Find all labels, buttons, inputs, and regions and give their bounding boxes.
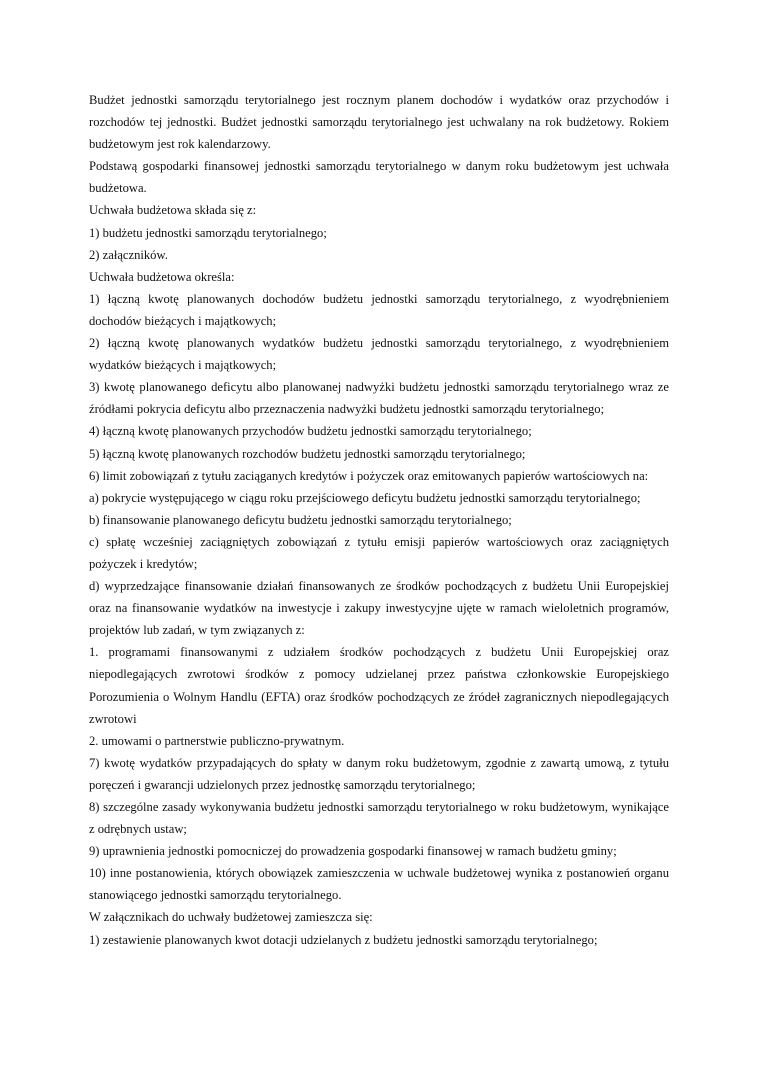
- list-item: 3) kwotę planowanego deficytu albo planowanej nadwyżki budżetu jednostki samorządu terytorialnego wraz ze źródłami pokrycia deficytu albo przeznaczenia nadwyżki budżetu jednostki samorządu terytorialnego;: [89, 380, 669, 417]
- list-item: 9) uprawnienia jednostki pomocniczej do prowadzenia gospodarki finansowej w ramach budżetu gminy;: [89, 844, 617, 859]
- list-item: 5) łączną kwotę planowanych rozchodów budżetu jednostki samorządu terytorialnego;: [89, 446, 526, 461]
- list-item: 2) załączników.: [89, 247, 168, 262]
- list-item: 6) limit zobowiązań z tytułu zaciąganych kredytów i pożyczek oraz emitowanych papierów wartościowych na:: [89, 468, 649, 483]
- list-item: a) pokrycie występującego w ciągu roku przejściowego deficytu budżetu jednostki samorządu terytorialnego;: [89, 490, 641, 505]
- paragraph-budget-definition: Budżet jednostki samorządu terytorialnego jest rocznym planem dochodów i wydatków oraz przychodów i rozchodów tej jednostki. Budżet jednostki samorządu terytorialnego jest uchwalany na rok budżetowy. Rokiem budżetowym jest rok kalendarzowy.: [89, 93, 669, 152]
- list-item: 8) szczególne zasady wykonywania budżetu jednostki samorządu terytorialnego w roku budżetowym, wynikające z odrębnych ustaw;: [89, 800, 669, 837]
- list-item: c) spłatę wcześniej zaciągniętych zobowiązań z tytułu emisji papierów wartościowych oraz zaciągniętych pożyczek i kredytów;: [89, 534, 669, 571]
- list-item: 1) łączną kwotę planowanych dochodów budżetu jednostki samorządu terytorialnego, z wyodrębnieniem dochodów bieżących i majątkowych;: [89, 291, 669, 328]
- list-item: b) finansowanie planowanego deficytu budżetu jednostki samorządu terytorialnego;: [89, 512, 512, 527]
- list-item: 7) kwotę wydatków przypadających do spłaty w danym roku budżetowym, zgodnie z zawartą umową, z tytułu poręczeń i gwarancji udzielonych przez jednostkę samorządu terytorialnego;: [89, 755, 669, 792]
- paragraph-resolution-determines: Uchwała budżetowa określa:: [89, 269, 235, 284]
- list-item: 4) łączną kwotę planowanych przychodów budżetu jednostki samorządu terytorialnego;: [89, 424, 532, 439]
- paragraph-resolution-consists: Uchwała budżetowa składa się z:: [89, 203, 257, 218]
- paragraph-budget-basis: Podstawą gospodarki finansowej jednostki samorządu terytorialnego w danym roku budżetowym jest uchwała budżetowa.: [89, 159, 669, 196]
- list-item: 1) zestawienie planowanych kwot dotacji udzielanych z budżetu jednostki samorządu terytorialnego;: [89, 932, 598, 947]
- document-page: [89, 89, 669, 951]
- list-item: 2) łączną kwotę planowanych wydatków budżetu jednostki samorządu terytorialnego, z wyodrębnieniem wydatków bieżących i majątkowych;: [89, 336, 669, 373]
- list-item: 2. umowami o partnerstwie publiczno-prywatnym.: [89, 733, 345, 748]
- list-item: 1) budżetu jednostki samorządu terytorialnego;: [89, 225, 327, 240]
- paragraph-attachments-intro: W załącznikach do uchwały budżetowej zamieszcza się:: [89, 910, 373, 925]
- list-item: d) wyprzedzające finansowanie działań finansowanych ze środków pochodzących z budżetu Unii Europejskiej oraz na finansowanie wydatków na inwestycje i zakupy inwestycyjne ujęte w ramach wieloletnich programów, projektów lub zadań, w tym związanych z:: [89, 579, 669, 638]
- list-item: 1. programami finansowanymi z udziałem środków pochodzących z budżetu Unii Europejskiej oraz niepodlegających zwrotowi środków z pomocy udzielanej przez państwa członkowskie Europejskiego Porozumienia o Wolnym Handlu (EFTA) oraz środków pochodzących ze źródeł zagranicznych niepodlegających zwrotowi: [89, 645, 669, 726]
- list-item: 10) inne postanowienia, których obowiązek zamieszczenia w uchwale budżetowej wynika z postanowień organu stanowiącego jednostki samorządu terytorialnego.: [89, 866, 669, 903]
